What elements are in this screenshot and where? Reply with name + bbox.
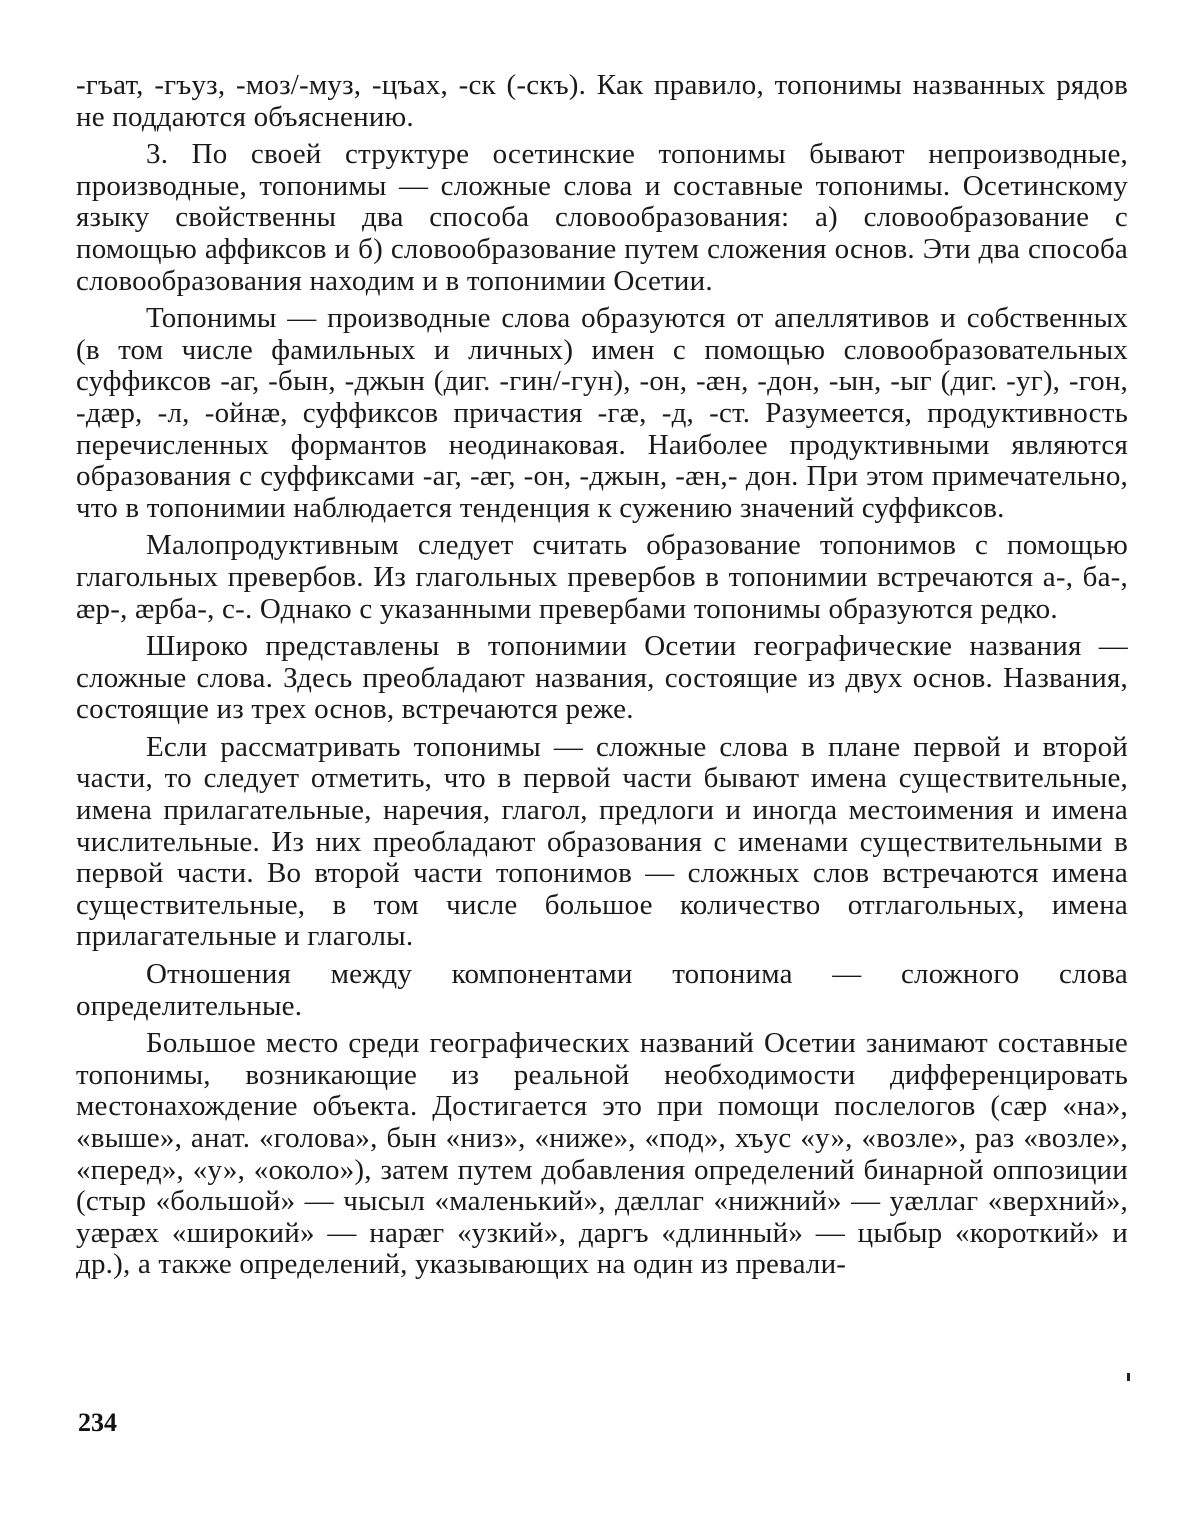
- page-number: 234: [78, 1408, 117, 1437]
- paragraph-composite-toponyms: Большое место среди географических названий Осетии занимают составные топонимы, возникающие из реальной необходимости дифференцировать местонахождение объекта. Достигается это при помощи послелогов (сæр «на», «выше», анат. «голова», бын «низ», «ниже», «под», хъус «у», «возле», раз «возле», «перед», «у», «около»), затем путем добавления определений бинарной оппозиции (стыр «большой» — чысыл «маленький», дæллаг «нижний» — уæллаг «верхний», уæрæх «широкий» — нарæг «узкий», даргъ «длинный» — цыбыр «короткий» и др.), а также определений, указывающих на один из превали-: [76, 1027, 1128, 1281]
- paragraph-structure: 3. По своей структуре осетинские топонимы бывают непроизводные, производные, топонимы — сложные слова и составные топонимы. Осетинскому языку свойственны два способа словообразования: а) словообразование с помощью аффиксов и б) словообразование путем сложения основ. Эти два способа словообразования находим и в топонимии Осетии.: [76, 138, 1128, 297]
- print-speck: [1127, 1373, 1130, 1381]
- paragraph-preverbs: Малопродуктивным следует считать образование топонимов с помощью глагольных превербов. Из глагольных превербов в топонимии встречаются а-, ба-, æр-, æрба-, с-. Однако с указанными превербами топонимы образуются редко.: [76, 529, 1128, 625]
- paragraph-continuation: -гъат, -гъуз, -моз/-муз, -цъах, -ск (-скъ). Как правило, топонимы названных рядов не поддаются объяснению.: [76, 69, 1128, 133]
- page-text-body: [76, 70, 1128, 1287]
- paragraph-derived-toponyms: Топонимы — производные слова образуются от апеллятивов и собственных (в том числе фамильных и личных) имен с помощью словообразовательных суффиксов -аг, -бын, -джын (диг. -гин/-гун), -он, -æн, -дон, -ын, -ыг (диг. -уг), -гон, -дæр, -л, -ойнæ, суффиксов причастия -гæ, -д, -ст. Разумеется, продуктивность перечисленных формантов неодинаковая. Наиболее продуктивными являются образования с суффиксами -аг, -æг, -он, -джын, -æн,- дон. При этом примечательно, что в топонимии наблюдается тенденция к сужению значений суффиксов.: [76, 302, 1128, 524]
- paragraph-compound-parts: Если рассматривать топонимы — сложные слова в плане первой и второй части, то следует отметить, что в первой части бывают имена существительные, имена прилагательные, наречия, глагол, предлоги и иногда местоимения и имена числительные. Из них преобладают образования с именами существительными в первой части. Во второй части топонимов — сложных слов встречаются имена существительные, в том числе большое количество отглагольных, имена прилагательные и глаголы.: [76, 730, 1128, 953]
- paragraph-relations: Отношения между компонентами топонима — сложного слова определительные.: [76, 958, 1128, 1022]
- paragraph-compound-names: Широко представлены в топонимии Осетии географические названия — сложные слова. Здесь преобладают названия, состоящие из двух основ. Названия, состоящие из трех основ, встречаются реже.: [76, 630, 1128, 726]
